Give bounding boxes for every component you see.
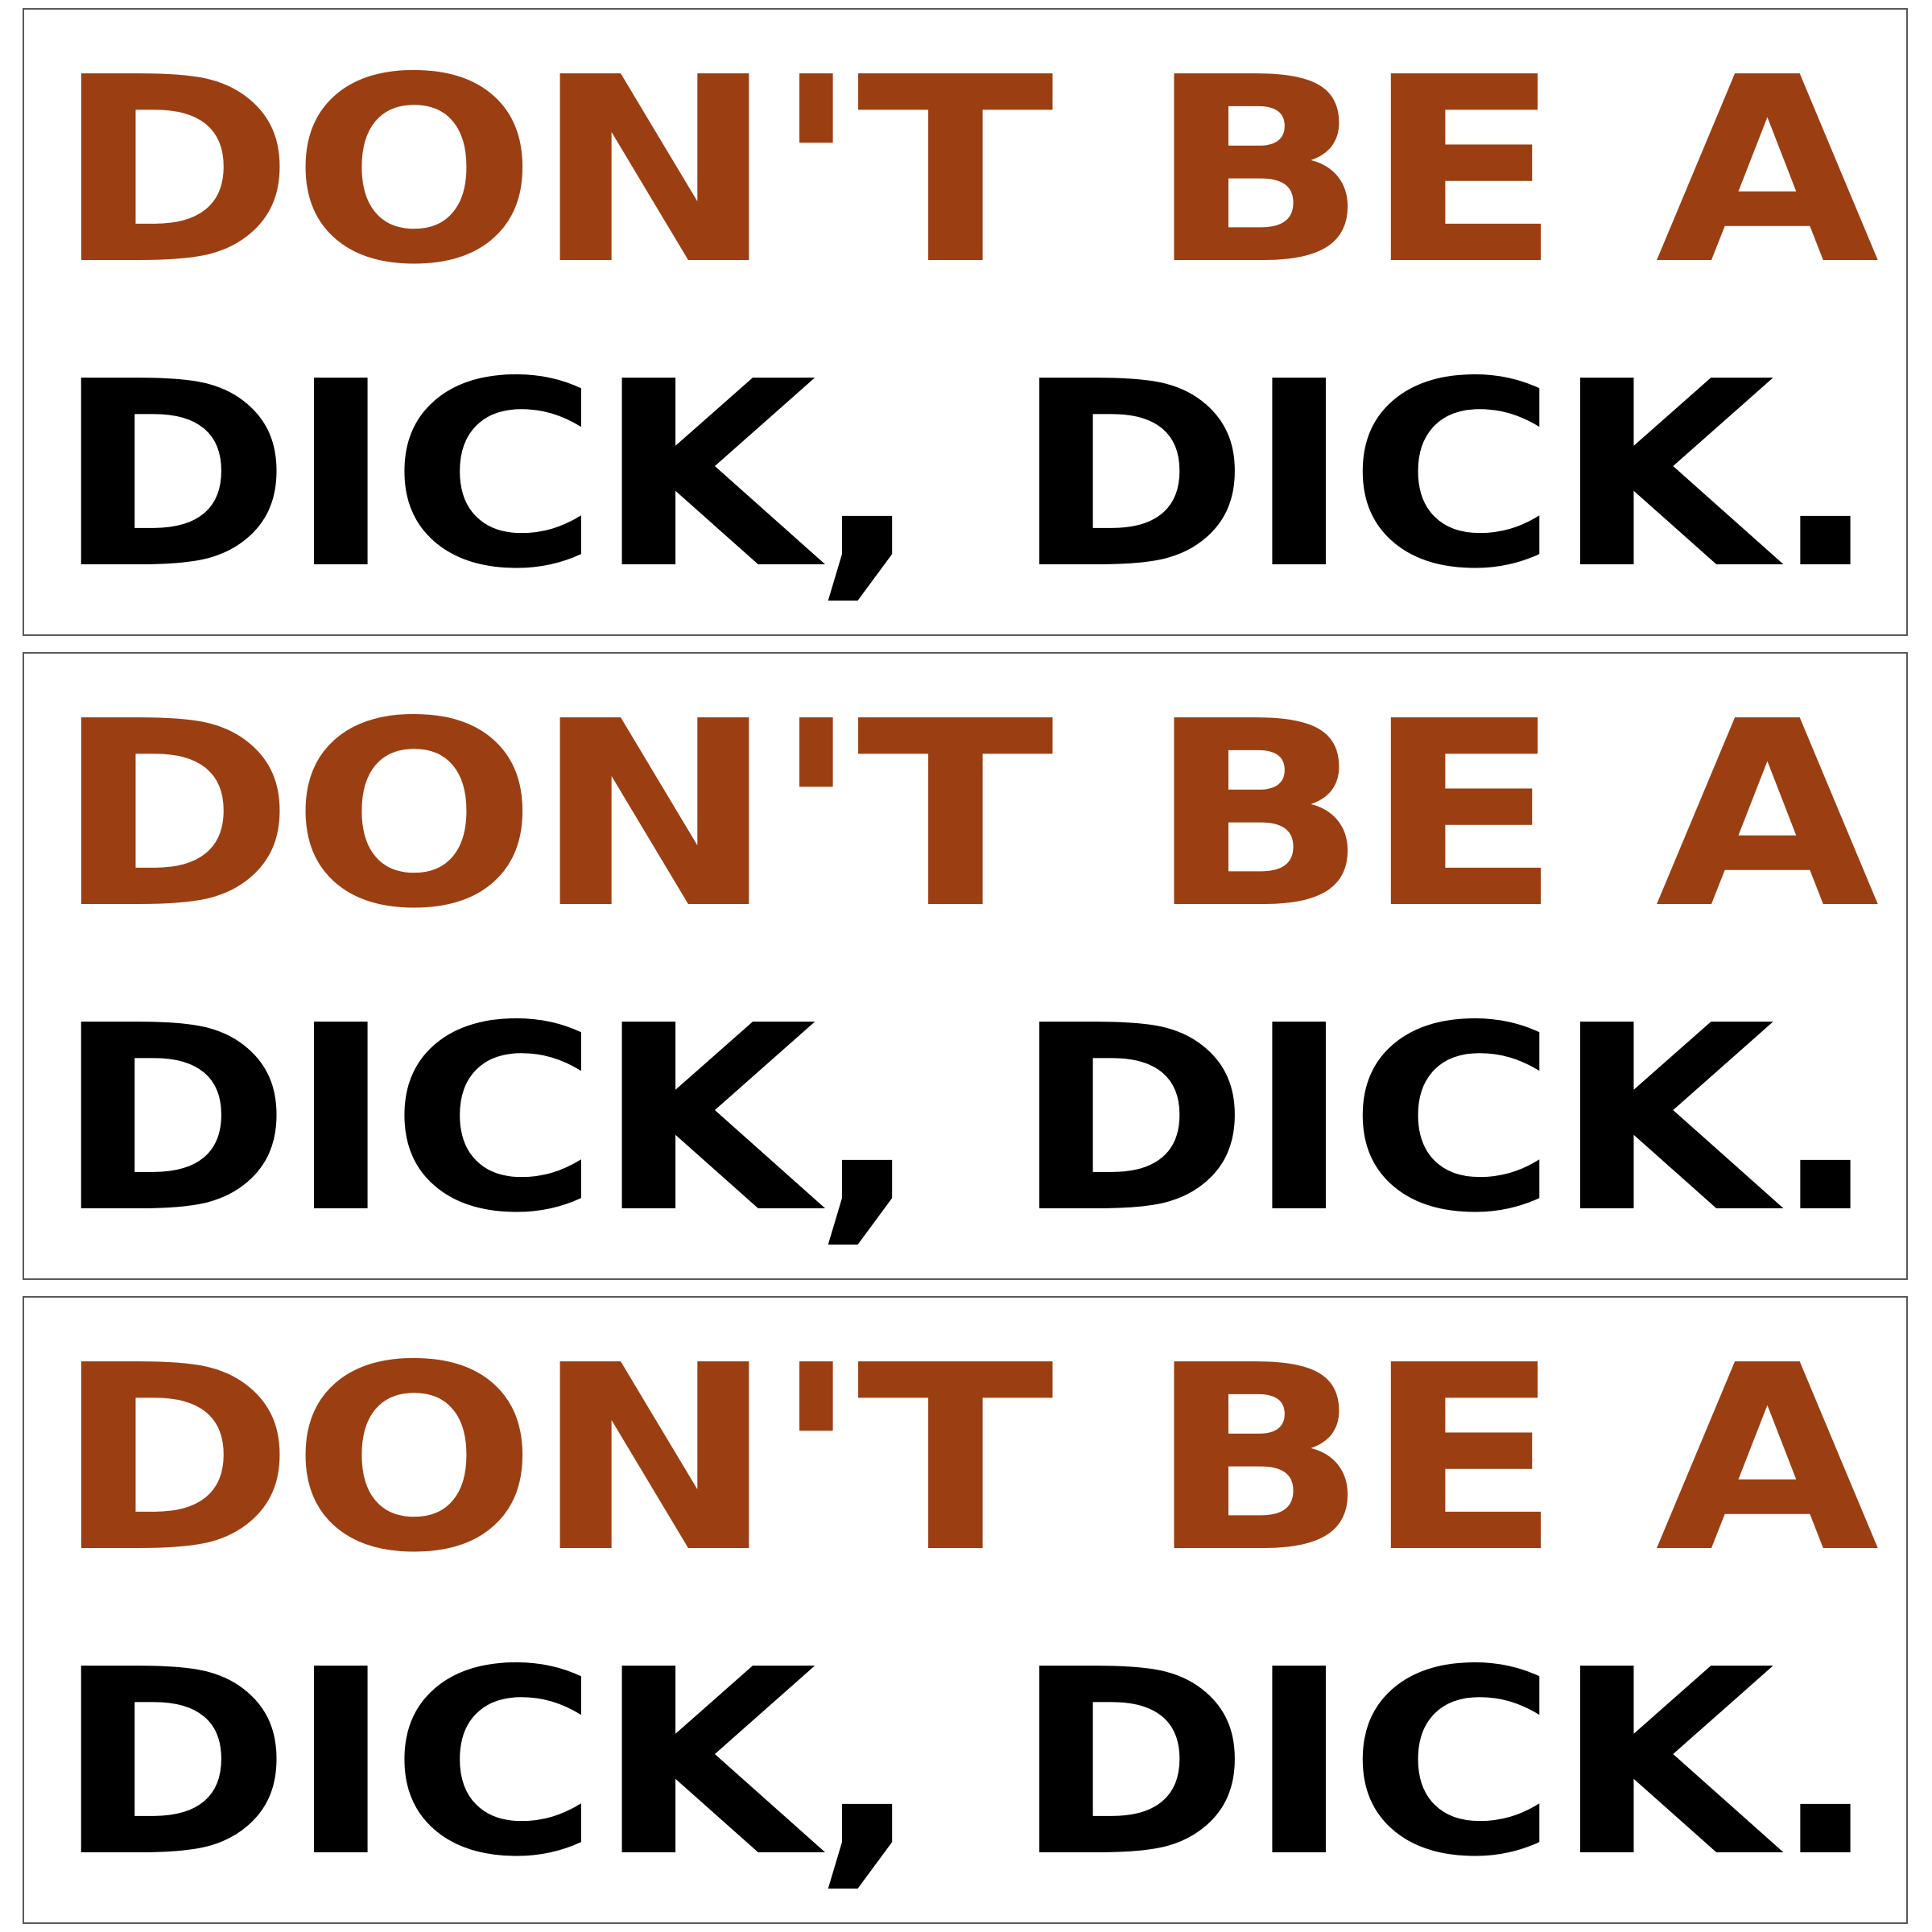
sticker-headline-top: DON'T BE A	[54, 1311, 1876, 1608]
sticker-headline-top: DON'T BE A	[54, 23, 1876, 320]
sticker-line-bottom	[54, 1615, 1876, 1913]
sticker-headline-bottom: DICK, DICK.	[54, 971, 1876, 1269]
sticker-line-top	[54, 23, 1876, 320]
sticker-line-bottom	[54, 971, 1876, 1269]
sticker-headline-bottom: DICK, DICK.	[54, 327, 1876, 625]
sticker-line-top	[54, 667, 1876, 964]
sticker-headline-bottom: DICK, DICK.	[54, 1615, 1876, 1913]
sticker-line-bottom	[54, 327, 1876, 625]
bumper-sticker-1	[23, 8, 1908, 636]
sticker-headline-top: DON'T BE A	[54, 667, 1876, 964]
bumper-sticker-2	[23, 652, 1908, 1280]
sticker-line-top	[54, 1311, 1876, 1608]
bumper-sticker-3	[23, 1296, 1908, 1924]
